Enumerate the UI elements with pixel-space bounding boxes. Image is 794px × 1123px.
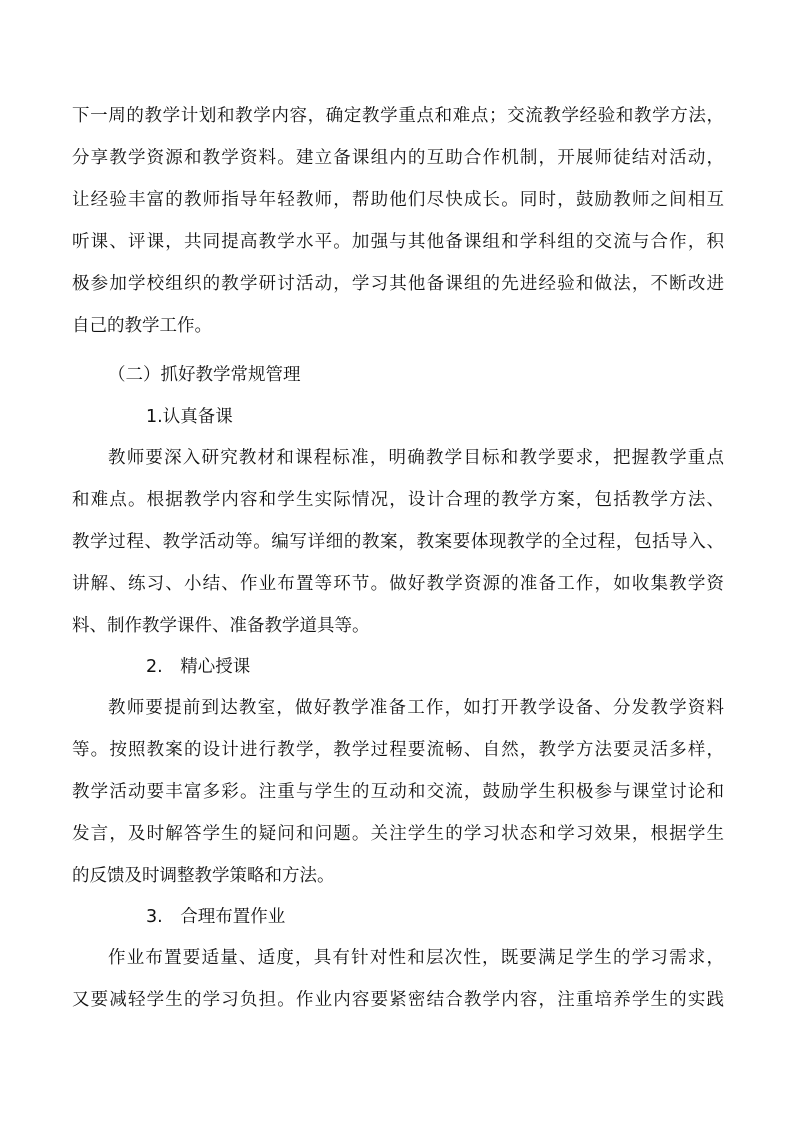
paragraph-line: 料、制作教学课件、准备教学道具等。 [72, 616, 370, 636]
paragraph-line: 自己的教学工作。 [72, 316, 212, 336]
paragraph-line: 教师要提前到达教室，做好教学准备工作，如打开教学设备、分发教学资料 [108, 698, 724, 718]
subsection-heading: 2. 精心授课 [146, 657, 251, 677]
paragraph-line: 下一周的教学计划和教学内容，确定教学重点和难点；交流教学经验和教学方法， [72, 106, 724, 126]
paragraph-line: 让经验丰富的教师指导年轻教师，帮助他们尽快成长。同时，鼓励教师之间相互 [72, 190, 724, 210]
paragraph-line: 教师要深入研究教材和课程标准，明确教学目标和教学要求，把握教学重点 [108, 448, 724, 468]
subsection-heading: 3. 合理布置作业 [146, 907, 286, 927]
paragraph-line: 又要减轻学生的学习负担。作业内容要紧密结合教学内容，注重培养学生的实践 [72, 990, 724, 1010]
paragraph-line: 和难点。根据教学内容和学生实际情况，设计合理的教学方案，包括教学方法、 [72, 490, 724, 510]
paragraph-line: 等。按照教案的设计进行教学，教学过程要流畅、自然，教学方法要灵活多样， [72, 740, 724, 760]
paragraph-line: 听课、评课，共同提高教学水平。加强与其他备课组和学科组的交流与合作，积 [72, 232, 724, 252]
paragraph-line: 发言，及时解答学生的疑问和问题。关注学生的学习状态和学习效果，根据学生 [72, 824, 724, 844]
paragraph-line: 讲解、练习、小结、作业布置等环节。做好教学资源的准备工作，如收集教学资 [72, 574, 724, 594]
paragraph-line: 教学过程、教学活动等。编写详细的教案，教案要体现教学的全过程，包括导入、 [72, 532, 724, 552]
paragraph-line: 的反馈及时调整教学策略和方法。 [72, 866, 335, 886]
subsection-heading: 1.认真备课 [146, 407, 233, 427]
paragraph-line: 作业布置要适量、适度，具有针对性和层次性，既要满足学生的学习需求， [108, 948, 724, 968]
section-heading: （二）抓好教学常规管理 [108, 365, 301, 385]
paragraph-line: 教学活动要丰富多彩。注重与学生的互动和交流，鼓励学生积极参与课堂讨论和 [72, 782, 724, 802]
paragraph-line: 分享教学资源和教学资料。建立备课组内的互助合作机制，开展师徒结对活动， [72, 148, 724, 168]
paragraph-line: 极参加学校组织的教学研讨活动，学习其他备课组的先进经验和做法，不断改进 [72, 274, 724, 294]
